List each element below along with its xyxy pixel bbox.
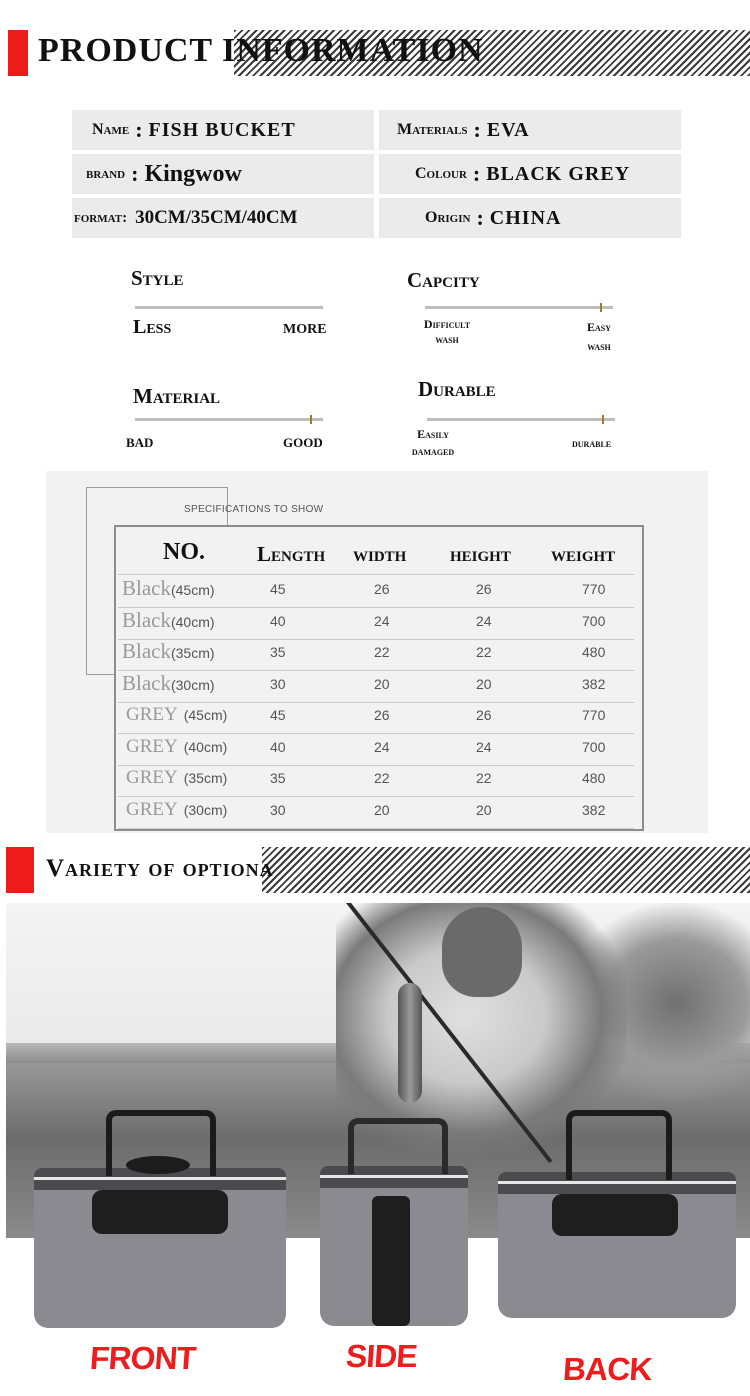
rating-title-material: Material (133, 384, 221, 408)
rating-marker (600, 303, 602, 312)
product-info-header (0, 30, 750, 76)
rating-bar-material (135, 418, 323, 421)
specs-header-divider (118, 574, 634, 575)
spec-size: (30cm) (170, 676, 215, 693)
spec-cell-width: 24 (374, 738, 390, 755)
info-key: Colour (415, 165, 467, 182)
info-value: 30CM/35CM/40CM (135, 207, 298, 228)
spec-size: (30cm) (183, 801, 228, 818)
view-label-front: FRONT (88, 1340, 197, 1376)
specs-header-length: Length (257, 542, 326, 566)
spec-size: (40cm) (183, 738, 228, 755)
spec-cell-weight: 700 (582, 612, 606, 629)
variety-header (0, 847, 750, 893)
info-colon: : (131, 161, 139, 186)
specs-header-weight: weight (551, 542, 616, 566)
info-value: FISH BUCKET (148, 118, 296, 141)
bucket-handle-grip (552, 1194, 678, 1236)
spec-cell-weight: 480 (582, 644, 606, 660)
spec-cell-length: 45 (270, 707, 286, 723)
rating-left-label: Less (133, 316, 172, 338)
spec-cell-width: 22 (374, 644, 390, 660)
rating-left-label: bad (126, 431, 154, 451)
rating-bar-capcity (425, 306, 613, 309)
info-cell-brand (72, 154, 374, 194)
info-cell-materials (379, 110, 681, 150)
table-row (118, 702, 634, 734)
photo-fish (398, 983, 422, 1103)
rating-bar-durable (427, 418, 615, 421)
spec-cell-width: 20 (374, 801, 390, 818)
spec-cell-length: 40 (270, 738, 286, 755)
info-value: EVA (486, 118, 530, 141)
rating-marker (602, 415, 604, 424)
bucket-side-handle (348, 1118, 448, 1174)
spec-cell-length: 40 (270, 612, 286, 629)
info-key: brand (86, 165, 126, 182)
rating-right-label: more (283, 316, 327, 338)
table-row (118, 608, 634, 640)
rating-left-label: Difficult wash (423, 317, 471, 346)
rating-title-durable: Durable (418, 377, 496, 401)
bucket-side (320, 1166, 468, 1326)
info-colon: : (476, 205, 484, 230)
rating-marker (310, 415, 312, 424)
spec-cell-height: 20 (476, 801, 492, 818)
spec-row-name (126, 799, 227, 821)
spec-size: (45cm) (183, 707, 228, 723)
table-row (118, 765, 634, 797)
table-row (118, 734, 634, 766)
header-stripe-pattern (262, 847, 750, 893)
info-cell-format (72, 198, 374, 238)
photo-angler-head (442, 907, 522, 997)
variety-title: Variety of optiona (46, 855, 274, 882)
specs-caption: SPECIFICATIONS TO SHOW (184, 504, 324, 515)
bucket-back (498, 1172, 736, 1318)
table-row (118, 797, 634, 829)
spec-cell-weight: 770 (582, 581, 606, 597)
spec-cell-weight: 700 (582, 738, 606, 755)
info-colon: : (472, 161, 481, 186)
spec-cell-width: 20 (374, 675, 390, 692)
info-key: Name (92, 121, 130, 138)
info-value: Kingwow (144, 160, 242, 187)
rating-title-style: Style (131, 266, 184, 290)
bucket-reflective-strip (498, 1181, 736, 1184)
info-key: format: (74, 209, 128, 226)
info-colon: : (135, 117, 143, 142)
info-cell-origin (379, 198, 681, 238)
spec-cell-length: 30 (270, 675, 286, 692)
spec-cell-length: 35 (270, 770, 286, 786)
spec-cell-weight: 382 (582, 675, 606, 692)
product-info-title: PRODUCT INFORMATION (38, 32, 484, 69)
spec-row-name (122, 639, 215, 664)
spec-color-name: Black (122, 607, 171, 632)
spec-cell-weight: 382 (582, 801, 606, 818)
info-cell-name (72, 110, 374, 150)
rating-left-label: Easily damaged (411, 427, 455, 458)
info-key: Origin (425, 209, 471, 226)
spec-cell-length: 35 (270, 644, 286, 660)
rating-bar-style (135, 306, 323, 309)
bucket-strap (372, 1196, 410, 1326)
spec-cell-weight: 770 (582, 707, 606, 723)
spec-cell-length: 45 (270, 581, 286, 597)
spec-cell-height: 22 (476, 644, 492, 660)
spec-color-name: GREY (126, 704, 178, 725)
bucket-front-handle (106, 1110, 216, 1176)
info-value: CHINA (489, 206, 562, 229)
bucket-handle-grip (92, 1190, 228, 1234)
spec-color-name: GREY (126, 767, 178, 788)
spec-size: (45cm) (170, 582, 215, 598)
spec-cell-height: 20 (476, 675, 492, 692)
spec-row-name (126, 704, 227, 726)
view-label-back: BACK (561, 1351, 653, 1387)
spec-row-name (122, 608, 215, 633)
specs-header-height: height (450, 542, 511, 566)
spec-cell-width: 26 (374, 581, 390, 597)
info-value: BLACK GREY (486, 162, 631, 185)
bucket-reflective-strip (320, 1175, 468, 1178)
info-key: Materials (397, 121, 468, 138)
spec-size: (35cm) (183, 770, 228, 786)
spec-cell-length: 30 (270, 801, 286, 818)
specs-header-no: NO. (163, 539, 205, 565)
spec-color-name: Black (122, 639, 171, 663)
table-row (118, 671, 634, 703)
rating-title-capcity: Capcity (407, 268, 480, 292)
header-accent-bar (8, 30, 28, 76)
specs-header-width: width (353, 542, 407, 566)
spec-row-name (122, 576, 215, 601)
spec-color-name: Black (122, 670, 171, 695)
spec-cell-width: 22 (374, 770, 390, 786)
table-row (118, 639, 634, 671)
spec-cell-height: 24 (476, 612, 492, 629)
rating-right-label: durable (572, 436, 612, 450)
spec-row-name (126, 767, 227, 789)
bucket-reflective-strip (34, 1177, 286, 1180)
info-cell-colour (379, 154, 681, 194)
spec-cell-height: 24 (476, 738, 492, 755)
spec-cell-height: 26 (476, 707, 492, 723)
spec-row-name (122, 671, 215, 696)
table-row (118, 576, 634, 608)
spec-cell-height: 22 (476, 770, 492, 786)
spec-size: (35cm) (170, 645, 215, 661)
rating-right-label: good (283, 431, 323, 451)
spec-cell-weight: 480 (582, 770, 606, 786)
spec-row-name (126, 736, 227, 758)
info-colon: : (473, 117, 481, 142)
spec-cell-width: 26 (374, 707, 390, 723)
view-label-side: SIDE (344, 1338, 418, 1374)
rating-right-label: Easy wash (586, 320, 611, 353)
bucket-back-handle (566, 1110, 672, 1180)
spec-cell-height: 26 (476, 581, 492, 597)
header-accent-bar (6, 847, 34, 893)
spec-size: (40cm) (170, 613, 215, 630)
spec-color-name: GREY (126, 798, 178, 820)
spec-color-name: Black (122, 576, 171, 600)
bucket-front (34, 1168, 286, 1328)
spec-color-name: GREY (126, 735, 178, 757)
spec-cell-width: 24 (374, 612, 390, 629)
